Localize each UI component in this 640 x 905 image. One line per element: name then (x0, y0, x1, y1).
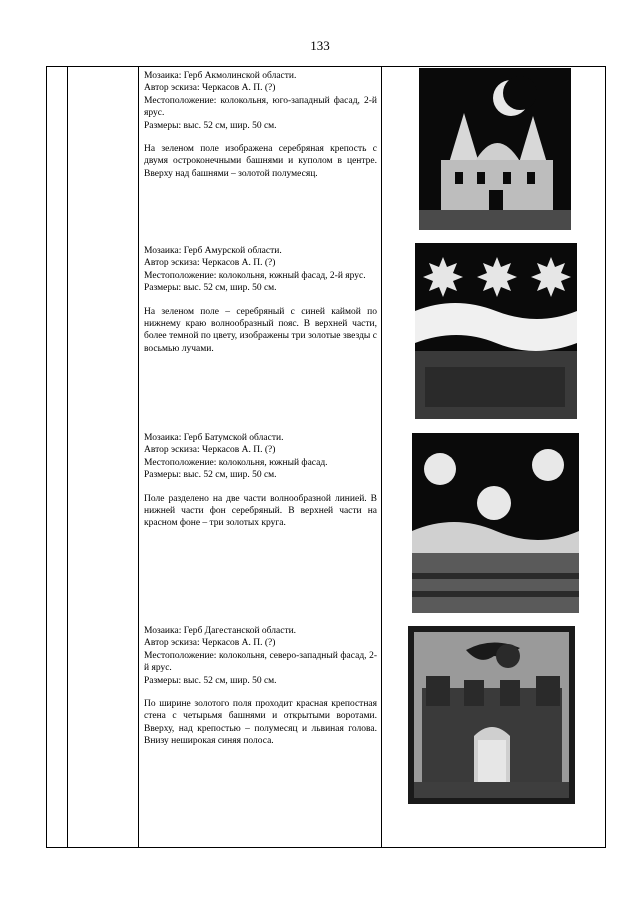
entry-title: Мозаика: Герб Амурской области. (144, 246, 282, 256)
column-divider (138, 67, 139, 847)
entry-size: Размеры: выс. 52 см, шир. 50 см. (144, 120, 277, 131)
amur-coat-of-arms-photo (415, 243, 577, 419)
akmolinsk-coat-of-arms-photo (419, 68, 571, 230)
entry-title: Мозаика: Герб Батумской области. (144, 433, 284, 443)
entry-author: Автор эскиза: Черкасов А. П. (?) (144, 638, 276, 649)
entry-author: Автор эскиза: Черкасов А. П. (?) (144, 258, 276, 269)
page-number: 133 (310, 38, 330, 53)
entry-location: Местоположение: колокольня, южный фасад. (144, 457, 328, 468)
entry-author: Автор эскиза: Черкасов А. П. (?) (144, 445, 276, 456)
entry-description (144, 70, 377, 180)
dagestan-coat-of-arms-photo (408, 626, 575, 804)
entry-text: На зеленом поле – серебряный с синей каймой по нижнему краю волнообразный пояс. В верхней части, более темной по цвету, изображены три золотые звезды с восьмью лучами. (144, 306, 377, 354)
entry-title: Мозаика: Герб Акмолинской области. (144, 71, 297, 81)
batum-coat-of-arms-photo (412, 433, 579, 613)
entry-description (144, 432, 377, 530)
entry-text: По ширине золотого поля проходит красная крепостная стена с четырьмя башнями и открытыми воротами. Вверху, над крепостью – полумесяц и львиная голова. Внизу неширокая синяя полоса. (144, 699, 377, 747)
column-divider (67, 67, 68, 847)
entry-title: Мозаика: Герб Дагестанской области. (144, 626, 297, 636)
entry-location: Местоположение: колокольня, южный фасад, 2-й ярус. (144, 270, 366, 281)
entry-size: Размеры: выс. 52 см, шир. 50 см. (144, 470, 277, 481)
entry-description (144, 245, 377, 355)
entry-description (144, 625, 377, 748)
column-divider (381, 67, 382, 847)
entry-text: На зеленом поле изображена серебряная крепость с двумя остроконечными башнями и куполом в центре. Вверху над башнями – золотой полумесяц. (144, 144, 377, 179)
entry-location: Местоположение: колокольня, северо-западный фасад, 2-й ярус. (144, 650, 377, 674)
entry-size: Размеры: выс. 52 см, шир. 50 см. (144, 675, 277, 686)
entry-size: Размеры: выс. 52 см, шир. 50 см. (144, 283, 277, 294)
entry-author: Автор эскиза: Черкасов А. П. (?) (144, 83, 276, 94)
entry-location: Местоположение: колокольня, юго-западный фасад, 2-й ярус. (144, 95, 377, 119)
entry-text: Поле разделено на две части волнообразной линией. В нижней части фон серебряный. В верхней части на красном фоне – три золотых круга. (144, 493, 377, 529)
